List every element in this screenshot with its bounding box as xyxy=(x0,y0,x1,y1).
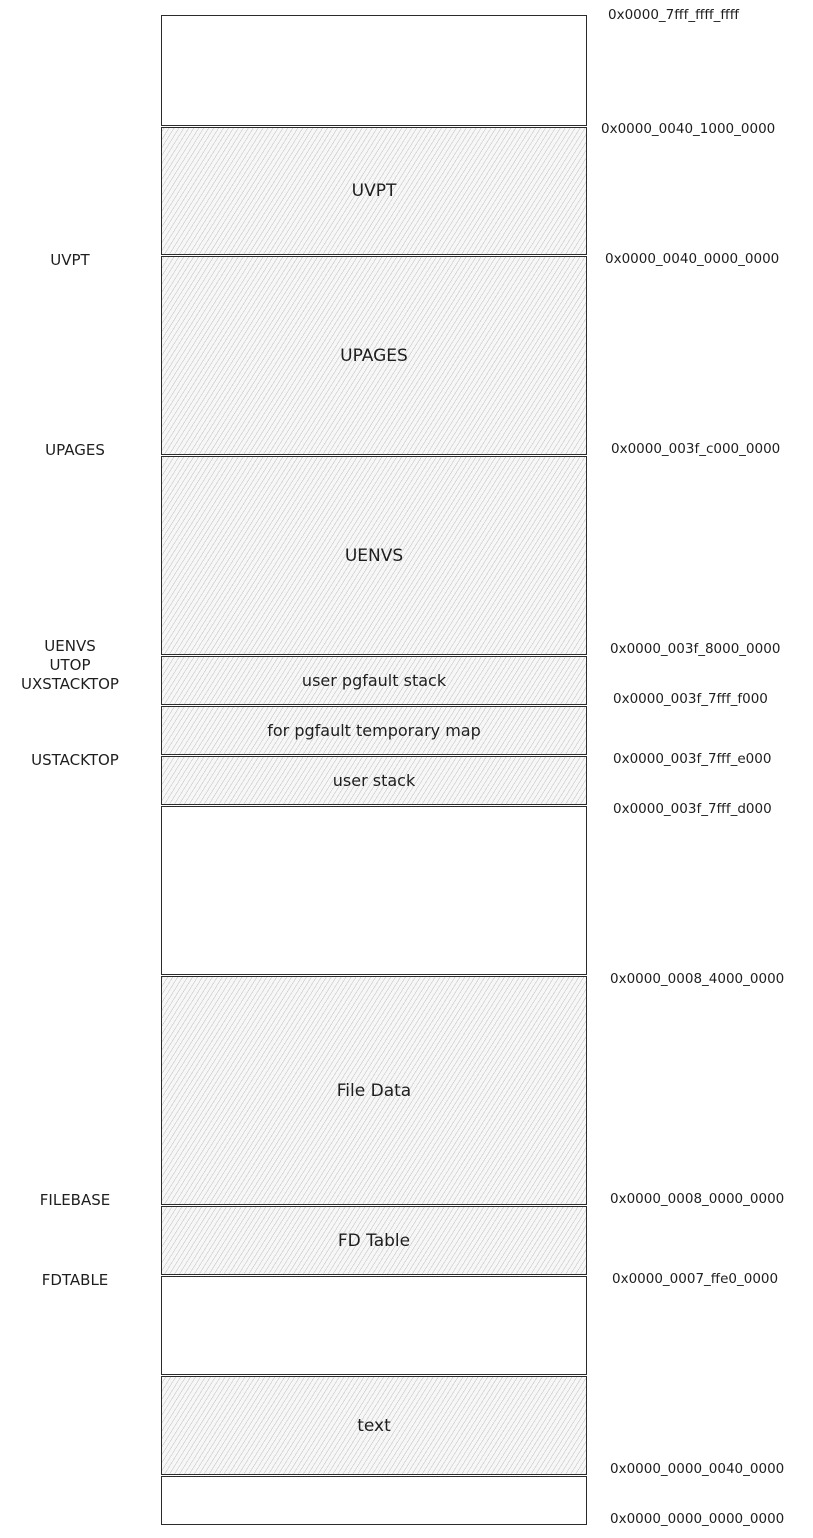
region-pgfault-temp-map-label: for pgfault temporary map xyxy=(267,721,481,740)
region-file-data xyxy=(161,976,587,1205)
symbol-label-ustacktop: USTACKTOP xyxy=(31,751,119,769)
symbol-label-uxstacktop: UXSTACKTOP xyxy=(21,675,119,693)
address-label: 0x0000_0000_0000_0000 xyxy=(610,1511,785,1527)
symbol-label-uenvs: UENVS xyxy=(44,637,96,655)
address-label: 0x0000_003f_7fff_d000 xyxy=(613,801,772,817)
region-mid-gap xyxy=(161,806,587,975)
symbol-label-uvpt: UVPT xyxy=(50,251,90,269)
address-label: 0x0000_003f_8000_0000 xyxy=(610,641,781,657)
address-label: 0x0000_7fff_ffff_ffff xyxy=(608,7,740,23)
region-upages xyxy=(161,256,587,455)
region-uenvs xyxy=(161,456,587,655)
region-top-gap xyxy=(161,15,587,126)
region-pgfault-temp-map xyxy=(161,706,587,755)
address-label: 0x0000_0040_1000_0000 xyxy=(601,121,776,137)
region-fd-table xyxy=(161,1206,587,1275)
region-user-stack xyxy=(161,756,587,805)
address-label: 0x0000_0000_0040_0000 xyxy=(610,1461,785,1477)
region-user-stack-label: user stack xyxy=(332,771,416,790)
region-upages-label: UPAGES xyxy=(340,345,408,366)
address-label: 0x0000_0008_4000_0000 xyxy=(610,971,785,987)
address-label: 0x0000_003f_c000_0000 xyxy=(611,441,781,457)
region-text xyxy=(161,1376,587,1475)
region-file-data-label: File Data xyxy=(336,1080,412,1101)
region-bottom-gap xyxy=(161,1476,587,1525)
region-uvpt xyxy=(161,127,587,255)
region-uvpt-label: UVPT xyxy=(351,181,397,201)
symbol-label-upages: UPAGES xyxy=(45,441,105,459)
address-label: 0x0000_0040_0000_0000 xyxy=(605,251,780,267)
address-label: 0x0000_003f_7fff_e000 xyxy=(613,751,772,767)
region-user-pgfault-stack-label: user pgfault stack xyxy=(301,671,447,690)
address-label: 0x0000_003f_7fff_f000 xyxy=(613,691,768,707)
symbol-label-fdtable: FDTABLE xyxy=(41,1271,109,1289)
region-user-pgfault-stack xyxy=(161,656,587,705)
symbol-label-filebase: FILEBASE xyxy=(39,1191,111,1209)
address-label: 0x0000_0007_ffe0_0000 xyxy=(612,1271,779,1287)
symbol-label-utop: UTOP xyxy=(49,656,91,674)
address-label: 0x0000_0008_0000_0000 xyxy=(610,1191,785,1207)
region-uenvs-label: UENVS xyxy=(344,545,404,566)
region-low-gap xyxy=(161,1276,587,1375)
region-text-label: text xyxy=(357,1415,391,1436)
region-fd-table-label: FD Table xyxy=(337,1230,411,1251)
